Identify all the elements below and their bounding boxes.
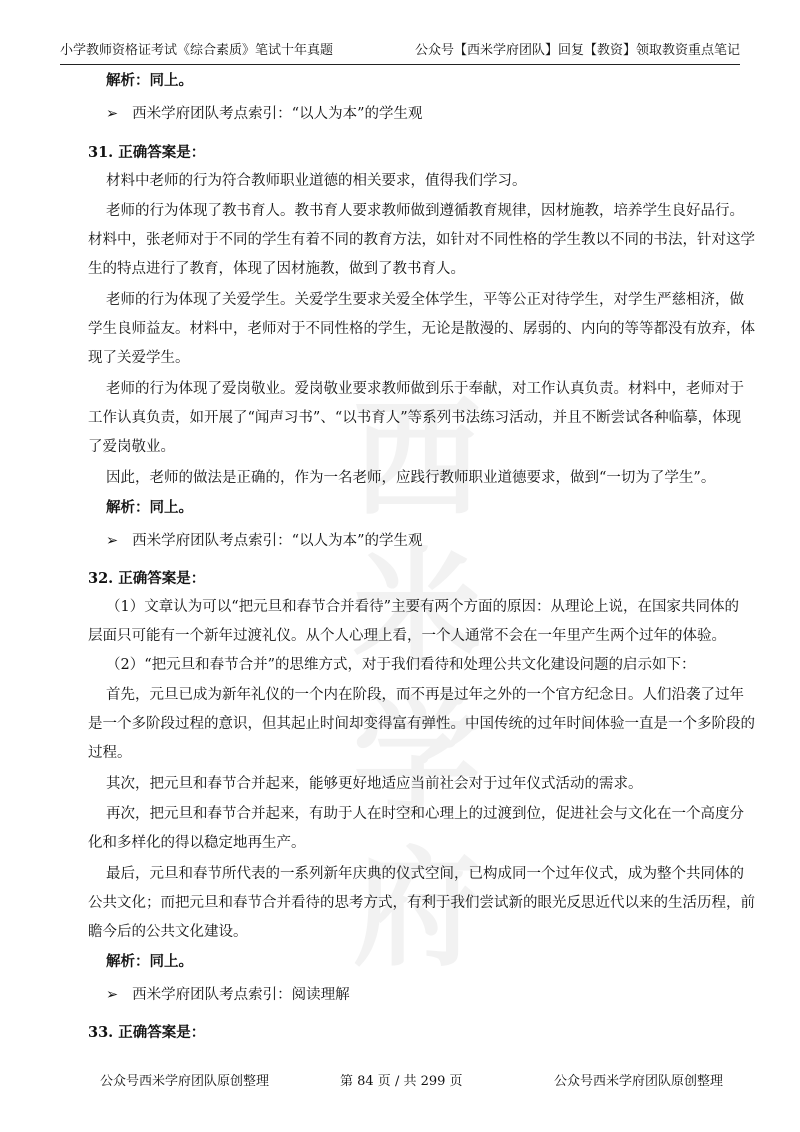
line-text: 再次，把元旦和春节合并起来，有助于人在时空和心理上的过渡到位，促进社会与文化在一个高度分 (106, 806, 744, 822)
footer-left-text: 公众号西米学府团队原创整理 (100, 1074, 270, 1089)
line-text: （1）文章认为可以“把元旦和春节合并看待”主要有两个方面的原因：从理论上说，在国家共同体的 (106, 599, 740, 615)
text-line (88, 624, 726, 645)
line-text: 现了关爱学生。 (88, 350, 190, 366)
line-text: 31. 正确答案是： (88, 144, 206, 161)
line-text: 是一个多阶段过程的意识，但其起止时间却变得富有弹性。中国传统的过年时间体验一直是一个多阶段的 (88, 716, 755, 732)
line-text: 老师的行为体现了关爱学生。关爱学生要求关爱全体学生，平等公正对待学生，对学生严慈相济，做 (106, 292, 744, 308)
text-line (106, 802, 744, 823)
line-text: 化和多样化的得以稳定地再生产。 (88, 835, 306, 851)
line-text: 32. 正确答案是： (88, 570, 206, 587)
text-line (106, 169, 527, 190)
text-line (88, 435, 175, 456)
line-text: 过程。 (88, 745, 132, 761)
text-line (88, 228, 755, 249)
page-header (60, 40, 740, 65)
line-text: 解析：同上。 (106, 72, 193, 89)
line-text: 最后，元旦和春节所代表的一系列新年庆典的仪式空间，已构成同一个过年仪式，成为整个共同体的 (106, 866, 744, 882)
footer-right-text: 公众号西米学府团队原创整理 (554, 1074, 724, 1089)
line-text: 西米学府团队考点索引：“以人为本”的学生观 (132, 533, 423, 549)
index-line (106, 102, 422, 123)
line-text: 解析：同上。 (106, 953, 193, 970)
line-text: （2）“把元旦和春节合并”的思维方式，对于我们看待和处理公共文化建设问题的启示如下： (106, 657, 696, 673)
watermark: 西米学府 (352, 385, 487, 984)
text-line (106, 653, 696, 674)
text-line (106, 595, 739, 616)
heading-line (106, 950, 193, 971)
index-line (106, 983, 350, 1004)
line-text: 工作认真负责，如开展了“闻声习书”、“以书育人”等系列书法练习活动，并且不断尝试各种临摹，体现 (88, 410, 742, 426)
line-text: 解析：同上。 (106, 499, 193, 516)
heading-line (106, 496, 193, 517)
line-text: 材料中，张老师对于不同的学生有着不同的教育方法，如针对不同性格的学生教以不同的书法，针对这学 (88, 232, 755, 248)
line-text: 首先，元旦已成为新年礼仪的一个内在阶段，而不再是过年之外的一个官方纪念日。人们沿袭了过年 (106, 687, 744, 703)
line-text: 因此，老师的做法是正确的，作为一名老师，应践行教师职业道德要求，做到“一切为了学生”。 (106, 470, 716, 486)
text-line (106, 288, 744, 309)
line-text: 西米学府团队考点索引：“以人为本”的学生观 (132, 106, 423, 122)
line-text: 33. 正确答案是： (88, 1024, 206, 1041)
heading-line (88, 141, 205, 162)
text-line (106, 377, 744, 398)
text-line (88, 831, 306, 852)
header-right-text: 公众号【西米学府团队】回复【教资】领取教资重点笔记 (414, 43, 740, 58)
text-line (88, 920, 248, 941)
text-line (88, 406, 741, 427)
line-text: 瞻今后的公共文化建设。 (88, 924, 248, 940)
line-text: 了爱岗敬业。 (88, 439, 175, 455)
text-line (106, 772, 643, 793)
heading-line (106, 69, 193, 90)
heading-line (88, 567, 205, 588)
page-number: 第 84 页 / 共 299 页 (340, 1074, 463, 1089)
line-text: 其次，把元旦和春节合并起来，能够更好地适应当前社会对于过年仪式活动的需求。 (106, 776, 643, 792)
text-line (88, 317, 755, 338)
line-text: 层面只可能有一个新年过渡礼仪。从个人心理上看，一个人通常不会在一年里产生两个过年的体验。 (88, 628, 726, 644)
text-line (88, 346, 190, 367)
line-text: 西米学府团队考点索引：阅读理解 (132, 987, 350, 1003)
line-text: 公共文化；而把元旦和春节合并看待的思考方式，有利于我们尝试新的眼光反思近代以来的生活历程，前 (88, 895, 755, 911)
text-line (88, 257, 465, 278)
text-line (88, 741, 132, 762)
text-line (106, 862, 744, 883)
arrow-bullet-icon: ➢ (106, 106, 119, 122)
text-line (106, 199, 744, 220)
index-line (106, 529, 422, 550)
arrow-bullet-icon: ➢ (106, 987, 119, 1003)
header-left-text: 小学教师资格证考试《综合素质》笔试十年真题 (60, 43, 334, 58)
text-line (106, 683, 744, 704)
line-text: 材料中老师的行为符合教师职业道德的相关要求，值得我们学习。 (106, 173, 527, 189)
text-line (88, 712, 755, 733)
heading-line (88, 1021, 205, 1042)
arrow-bullet-icon: ➢ (106, 533, 119, 549)
line-text: 老师的行为体现了爱岗敬业。爱岗敬业要求教师做到乐于奉献，对工作认真负责。材料中，老师对于 (106, 381, 744, 397)
line-text: 学生良师益友。材料中，老师对于不同性格的学生，无论是散漫的、孱弱的、内向的等等都没有放弃，体 (88, 321, 755, 337)
text-line (106, 466, 715, 487)
page-footer (0, 1070, 800, 1094)
line-text: 老师的行为体现了教书育人。教书育人要求教师做到遵循教育规律，因材施教，培养学生良好品行。 (106, 203, 744, 219)
text-line (88, 891, 755, 912)
line-text: 生的特点进行了教育，体现了因材施教，做到了教书育人。 (88, 261, 465, 277)
